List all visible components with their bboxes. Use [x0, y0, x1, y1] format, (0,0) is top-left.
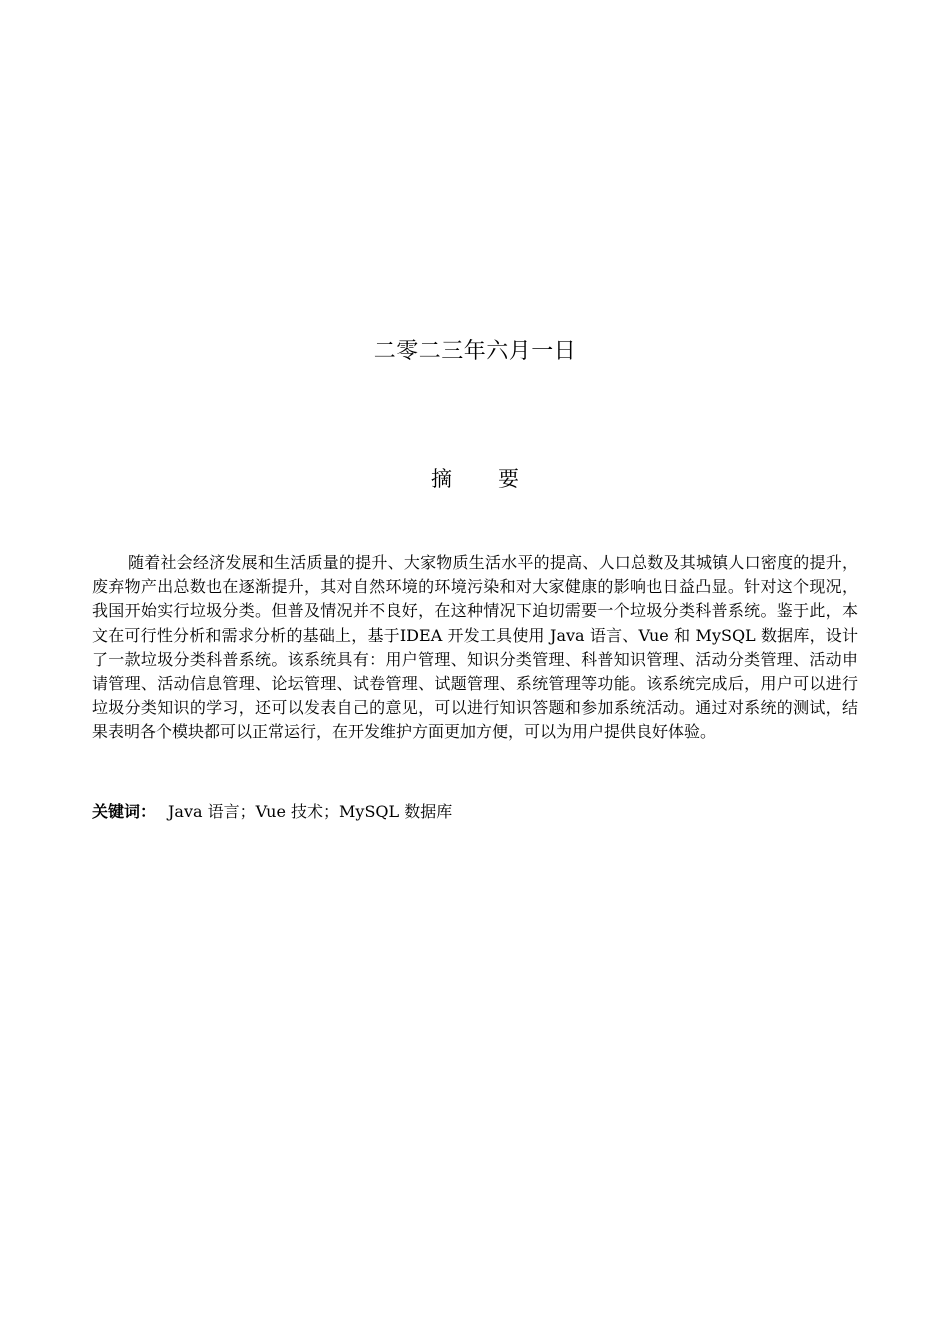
abstract-body: 随着社会经济发展和生活质量的提升、大家物质生活水平的提高、人口总数及其城镇人口密度的提升，废弃物产出总数也在逐渐提升，其对自然环境的环境污染和对大家健康的影响也日益凸显。针对这个现况，我国开始实行垃圾分类。但普及情况并不良好，在这种情况下迫切需要一个垃圾分类科普系统。鉴于此，本文在可行性分析和需求分析的基础上，基于IDEA 开发工具使用 Java 语言、Vue 和 MySQL 数据库，设计了一款垃圾分类科普系统。该系统具有：用户管理、知识分类管理、科普知识管理、活动分类管理、活动申请管理、活动信息管理、论坛管理、试卷管理、试题管理、系统管理等功能。该系统完成后，用户可以进行垃圾分类知识的学习，还可以发表自己的意见，可以进行知识答题和参加系统活动。通过对系统的测试，结果表明各个模块都可以正常运行，在开发维护方面更加方便，可以为用户提供良好体验。 [92, 553, 858, 742]
abstract-heading: 摘要 [431, 467, 565, 491]
keywords-label: 关键词： [92, 802, 157, 821]
keywords-line [92, 800, 858, 824]
cover-date: 二零二三年六月一日 [373, 339, 577, 364]
keywords-text: Java 语言；Vue 技术；MySQL 数据库 [168, 802, 453, 821]
